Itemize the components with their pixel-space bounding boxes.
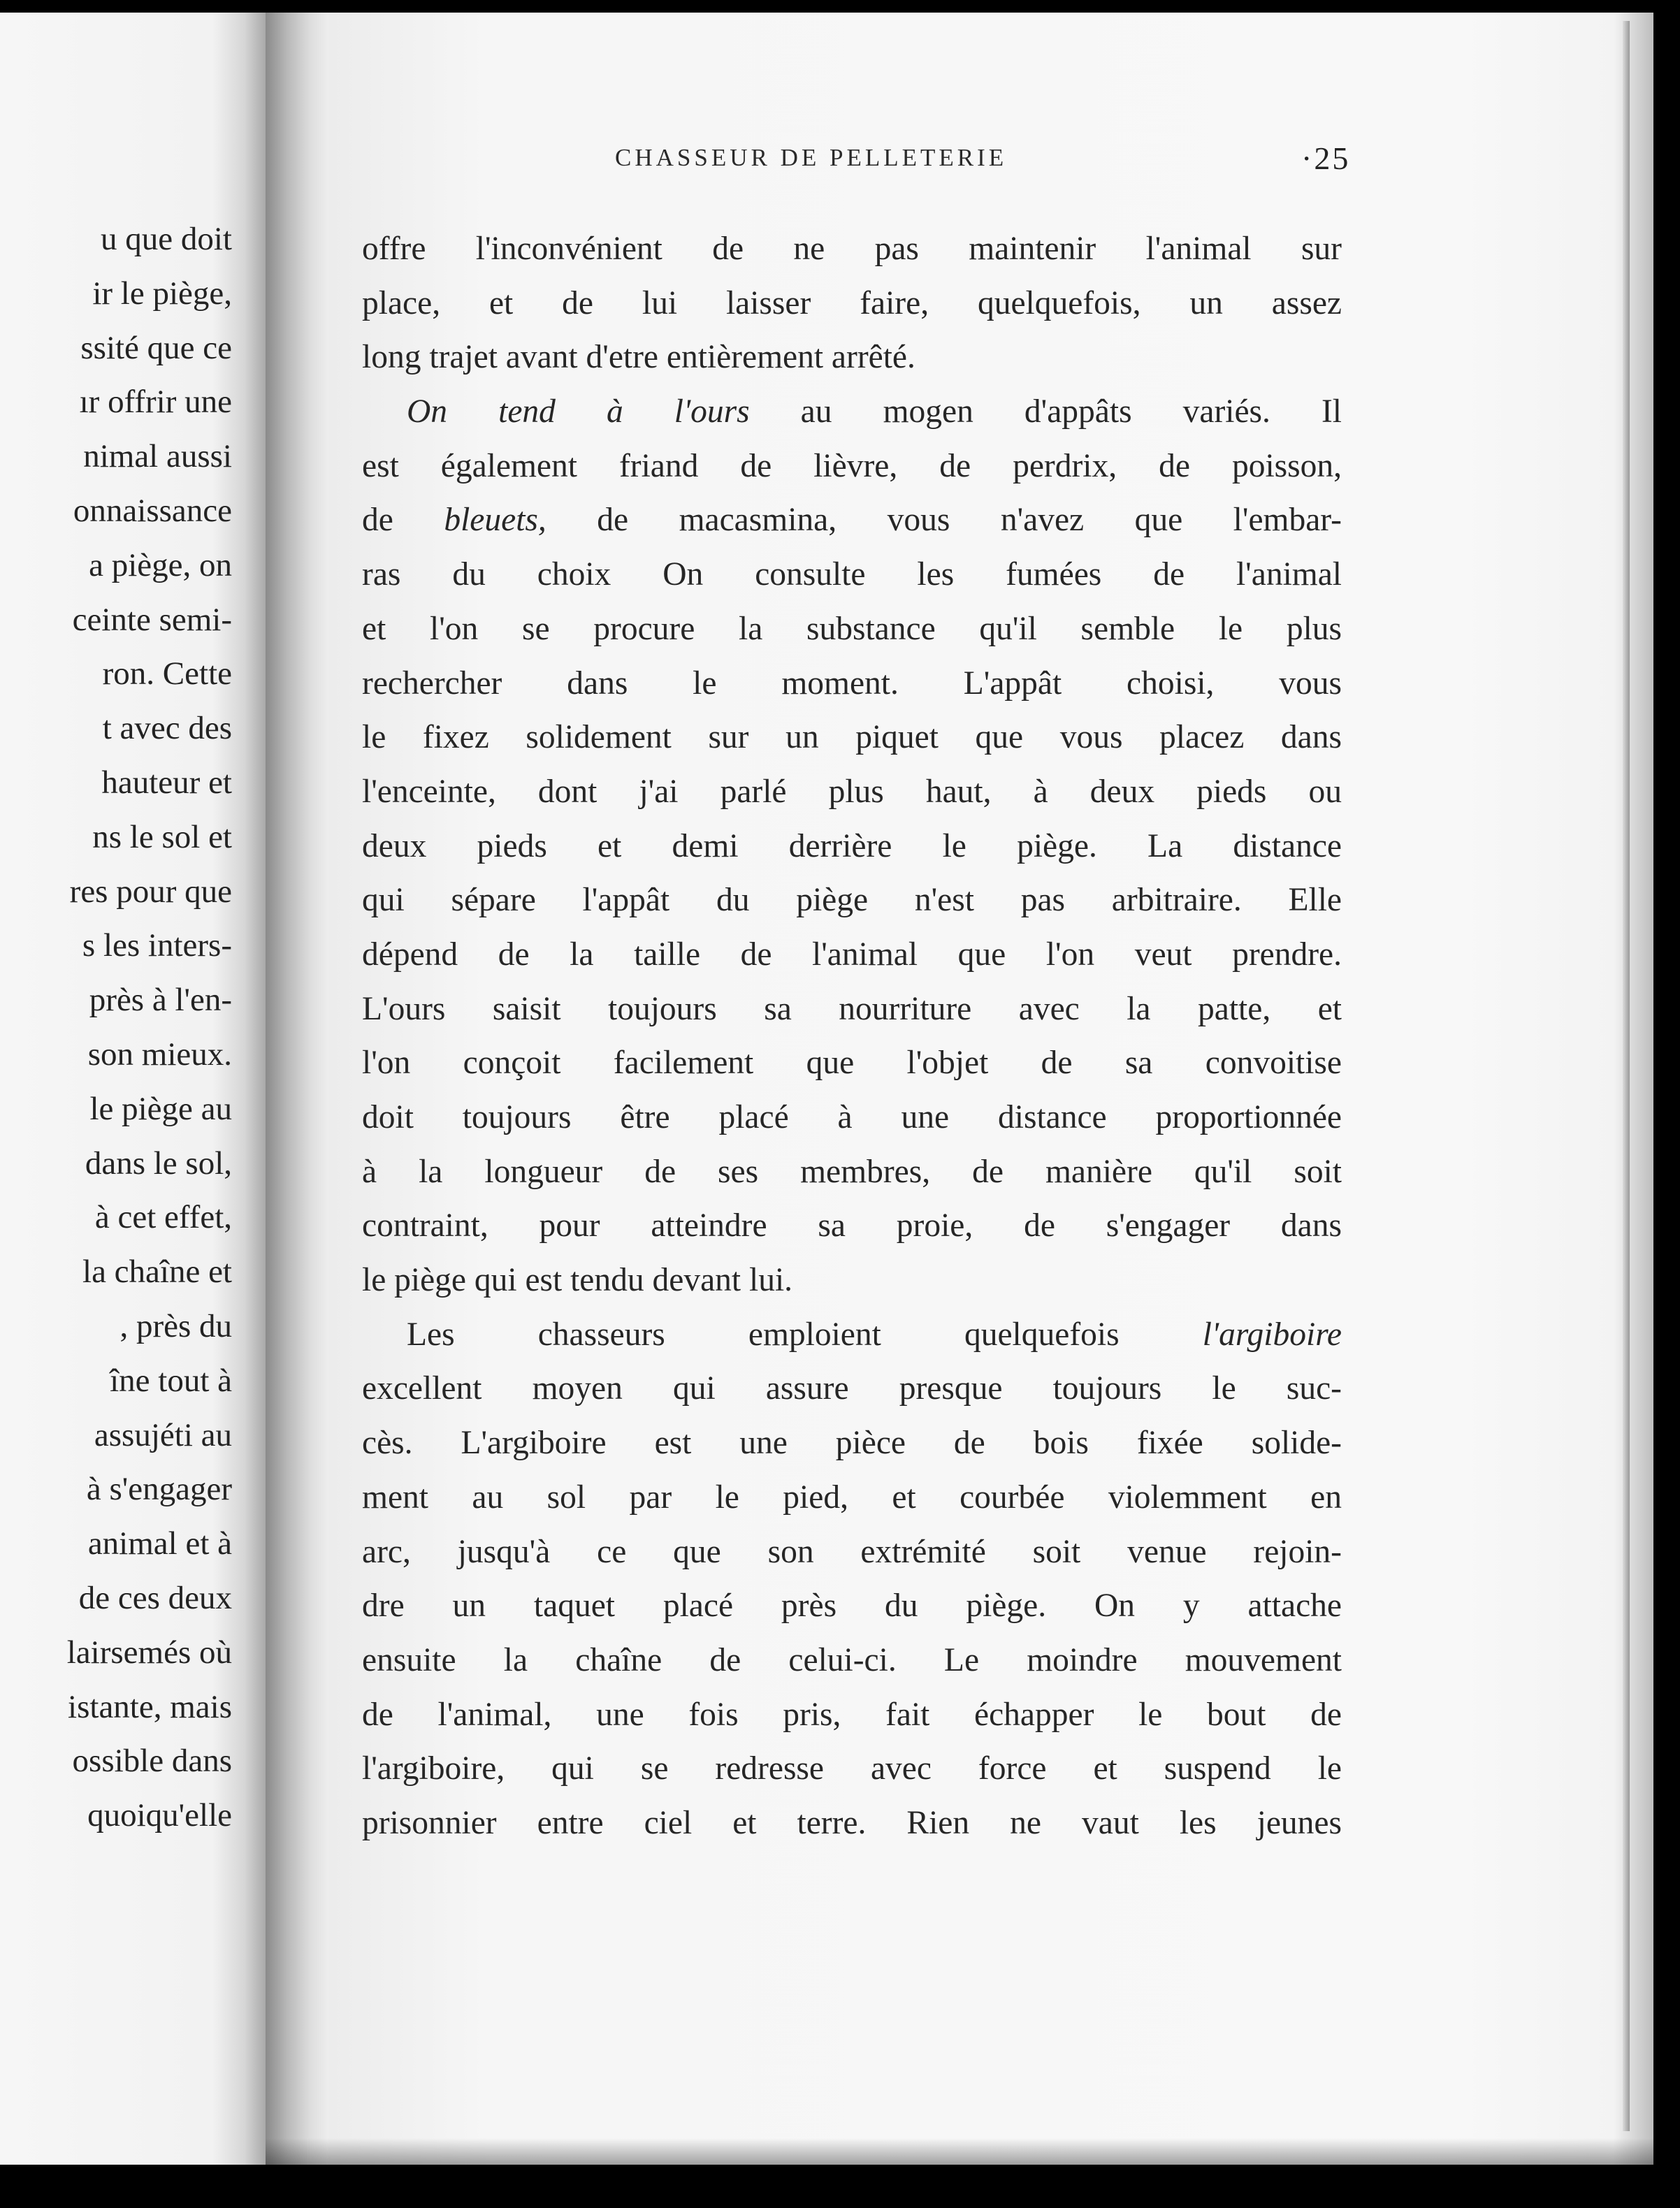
left-text-line: hauteur et <box>101 764 232 801</box>
text-line: à la longueur de ses membres, de manière qu'il soit <box>362 1153 1342 1190</box>
italic-text: bleuets, <box>444 502 546 539</box>
text-line <box>362 1308 1342 1363</box>
left-text-line: s les inters- <box>82 927 232 964</box>
left-text-line: quoiqu'elle <box>87 1797 232 1834</box>
text-line: qui sépare l'appât du piège n'est pas arbitraire. Elle <box>362 882 1342 919</box>
text-span: de macasmina, vous n'avez que l'embar- <box>546 502 1342 539</box>
text-line: cès. L'argiboire est une pièce de bois fixée solide- <box>362 1425 1342 1462</box>
text-line: rechercher dans le moment. L'appât choisi, vous <box>362 664 1342 702</box>
left-text-line: ossible dans <box>72 1743 232 1780</box>
left-text-line: de ces deux <box>78 1579 232 1616</box>
text-line: doit toujours être placé à une distance proportionnée <box>362 1099 1342 1135</box>
left-text-line: nimal aussi <box>83 438 232 475</box>
text-line: le fixez solidement sur un piquet que vous placez dans <box>362 719 1342 756</box>
left-text-line: près à l'en- <box>89 982 232 1019</box>
left-text-line: onnaissance <box>73 492 232 529</box>
left-text-line: îne tout à <box>110 1362 232 1399</box>
text-line: dépend de la taille de l'animal que l'on veut prendre. <box>362 936 1342 973</box>
scan-border-bottom <box>0 2165 1680 2208</box>
left-text-line: animal et à <box>87 1525 232 1562</box>
text-line: offre l'inconvénient de ne pas maintenir l'animal sur <box>362 231 1342 267</box>
text-line: et l'on se procure la substance qu'il semble le plus <box>362 610 1342 647</box>
text-line <box>362 493 1342 548</box>
text-line: excellent moyen qui assure presque toujours le suc- <box>362 1370 1342 1407</box>
left-text-line: , près du <box>120 1307 232 1344</box>
left-text-line: ron. Cette <box>102 655 232 692</box>
left-text-line: lairsemés où <box>66 1634 232 1671</box>
left-text-line: u que doit <box>101 221 232 257</box>
text-line <box>362 385 1342 440</box>
page-edge <box>1623 21 1630 2131</box>
bottom-edge-shadow <box>266 2138 1653 2165</box>
left-text-line: son mieux. <box>87 1036 232 1073</box>
italic-text: l'argiboire <box>1202 1316 1342 1353</box>
left-text-line: istante, mais <box>68 1688 232 1725</box>
text-line: l'enceinte, dont j'ai parlé plus haut, à deux pieds ou <box>362 773 1342 810</box>
left-text-line: ir le piège, <box>92 275 232 312</box>
book-gutter-shadow <box>266 13 328 2165</box>
text-span: Les chasseurs emploient quelquefois <box>407 1316 1203 1353</box>
left-text-line: assujéti au <box>94 1416 232 1453</box>
text-line: contraint, pour atteindre sa proie, de s'engager dans <box>362 1207 1342 1244</box>
text-line: dre un taquet placé près du piège. On y attache <box>362 1588 1342 1625</box>
left-text-line: res pour que <box>69 873 232 910</box>
text-span: de <box>362 502 444 539</box>
text-line: de l'animal, une fois pris, fait échapper le bout de <box>362 1696 1342 1733</box>
text-line: place, et de lui laisser faire, quelquefois, un assez <box>362 284 1342 321</box>
left-text-line: la chaîne et <box>82 1254 232 1291</box>
scan-border-right <box>1653 0 1680 2208</box>
body-text <box>362 222 1342 1851</box>
text-span: au mogen d'appâts variés. Il <box>749 393 1342 430</box>
text-line: ensuite la chaîne de celui-ci. Le moindre mouvement <box>362 1641 1342 1678</box>
text-line: L'ours saisit toujours sa nourriture avec la patte, et <box>362 990 1342 1027</box>
text-line: est également friand de lièvre, de perdrix, de poisson, <box>362 447 1342 484</box>
left-text-line: ssité que ce <box>80 329 232 366</box>
text-line: le piège qui est tendu devant lui. <box>362 1262 793 1299</box>
text-line: l'argiboire, qui se redresse avec force et suspend le <box>362 1750 1342 1787</box>
left-page-text <box>67 212 232 1843</box>
left-text-line: le piège au <box>89 1090 232 1127</box>
italic-text: On tend à l'ours <box>407 393 750 430</box>
left-text-line: t avec des <box>102 710 232 747</box>
text-line: ras du choix On consulte les fumées de l'animal <box>362 556 1342 593</box>
running-head: CHASSEUR DE PELLETERIE <box>615 144 1008 171</box>
text-line: long trajet avant d'etre entièrement arrêté. <box>362 339 915 376</box>
left-page <box>0 13 266 2165</box>
left-text-line: ır offrir une <box>79 384 232 421</box>
left-text-line: a piège, on <box>89 546 232 583</box>
scan-border-top <box>0 0 1680 13</box>
text-line: deux pieds et demi derrière le piège. La distance <box>362 827 1342 864</box>
text-line: l'on conçoit facilement que l'objet de sa convoitise <box>362 1045 1342 1082</box>
left-text-line: ceinte semi- <box>72 601 232 638</box>
text-line: arc, jusqu'à ce que son extrémité soit venue rejoin- <box>362 1533 1342 1570</box>
left-text-line: à cet effet, <box>94 1199 232 1236</box>
left-text-line: à s'engager <box>86 1471 232 1508</box>
left-text-line: dans le sol, <box>85 1145 232 1182</box>
left-text-line: ns le sol et <box>92 818 232 855</box>
text-line: ment au sol par le pied, et courbée violemment en <box>362 1479 1342 1516</box>
text-line: prisonnier entre ciel et terre. Rien ne vaut les jeunes <box>362 1804 1342 1841</box>
page-number: ·25 <box>1301 140 1351 176</box>
